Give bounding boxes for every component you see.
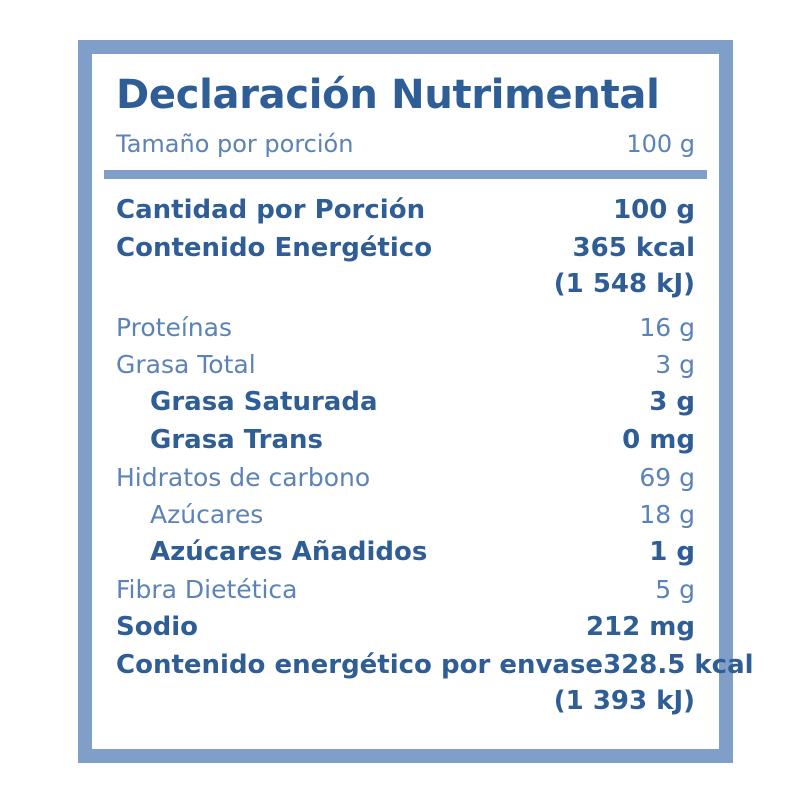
row-protein <box>116 309 695 346</box>
row-value: 0 mg <box>622 425 695 455</box>
divider-thick <box>104 170 707 179</box>
row-label: Azúcares <box>150 500 264 529</box>
label-title-row <box>102 62 709 120</box>
row-energy-per-package-kj <box>116 684 695 726</box>
row-value: 5 g <box>655 575 695 604</box>
row-value: (1 393 kJ) <box>553 686 695 716</box>
nutrient-rows <box>102 179 754 732</box>
row-label: Hidratos de carbono <box>116 463 371 492</box>
row-added-sugars <box>116 533 695 571</box>
row-value: 16 g <box>639 313 695 342</box>
row-value: 3 g <box>655 350 695 379</box>
row-amount-per-serving <box>116 191 695 229</box>
row-label: Grasa Trans <box>150 425 324 455</box>
row-label: Fibra Dietética <box>116 575 298 604</box>
page-title: Declaración Nutrimental <box>116 72 660 118</box>
row-label: Cantidad por Porción <box>116 195 426 225</box>
row-trans-fat <box>116 421 695 459</box>
row-value: 328.5 kcal <box>603 650 754 680</box>
row-label: Contenido Energético <box>116 233 433 263</box>
row-value: 100 g <box>613 195 695 225</box>
serving-size-label: Tamaño por porción <box>116 130 354 158</box>
row-label: Grasa Saturada <box>150 387 378 417</box>
row-energy <box>116 229 695 267</box>
row-label: Sodio <box>116 612 198 642</box>
row-label: Contenido energético por envase <box>116 650 604 680</box>
row-sugars <box>116 496 695 533</box>
row-carbohydrates <box>116 459 695 496</box>
label-inner <box>92 54 754 749</box>
row-value: 365 kcal <box>572 233 695 263</box>
row-value: 1 g <box>649 537 695 567</box>
row-energy-per-package <box>116 646 754 684</box>
row-value: 69 g <box>639 463 695 492</box>
nutrition-label <box>78 40 754 763</box>
row-total-fat <box>116 346 695 383</box>
serving-size-value: 100 g <box>626 130 695 158</box>
row-value: (1 548 kJ) <box>553 269 695 299</box>
row-value: 3 g <box>649 387 695 417</box>
row-dietary-fiber <box>116 571 695 608</box>
row-label: Azúcares Añadidos <box>150 537 428 567</box>
row-sodium <box>116 608 695 646</box>
row-label: Proteínas <box>116 313 232 342</box>
row-label: Grasa Total <box>116 350 256 379</box>
row-value: 212 mg <box>585 612 695 642</box>
row-energy-kj <box>116 267 695 309</box>
row-value: 18 g <box>639 500 695 529</box>
row-saturated-fat <box>116 383 695 421</box>
serving-size-row <box>102 120 709 170</box>
